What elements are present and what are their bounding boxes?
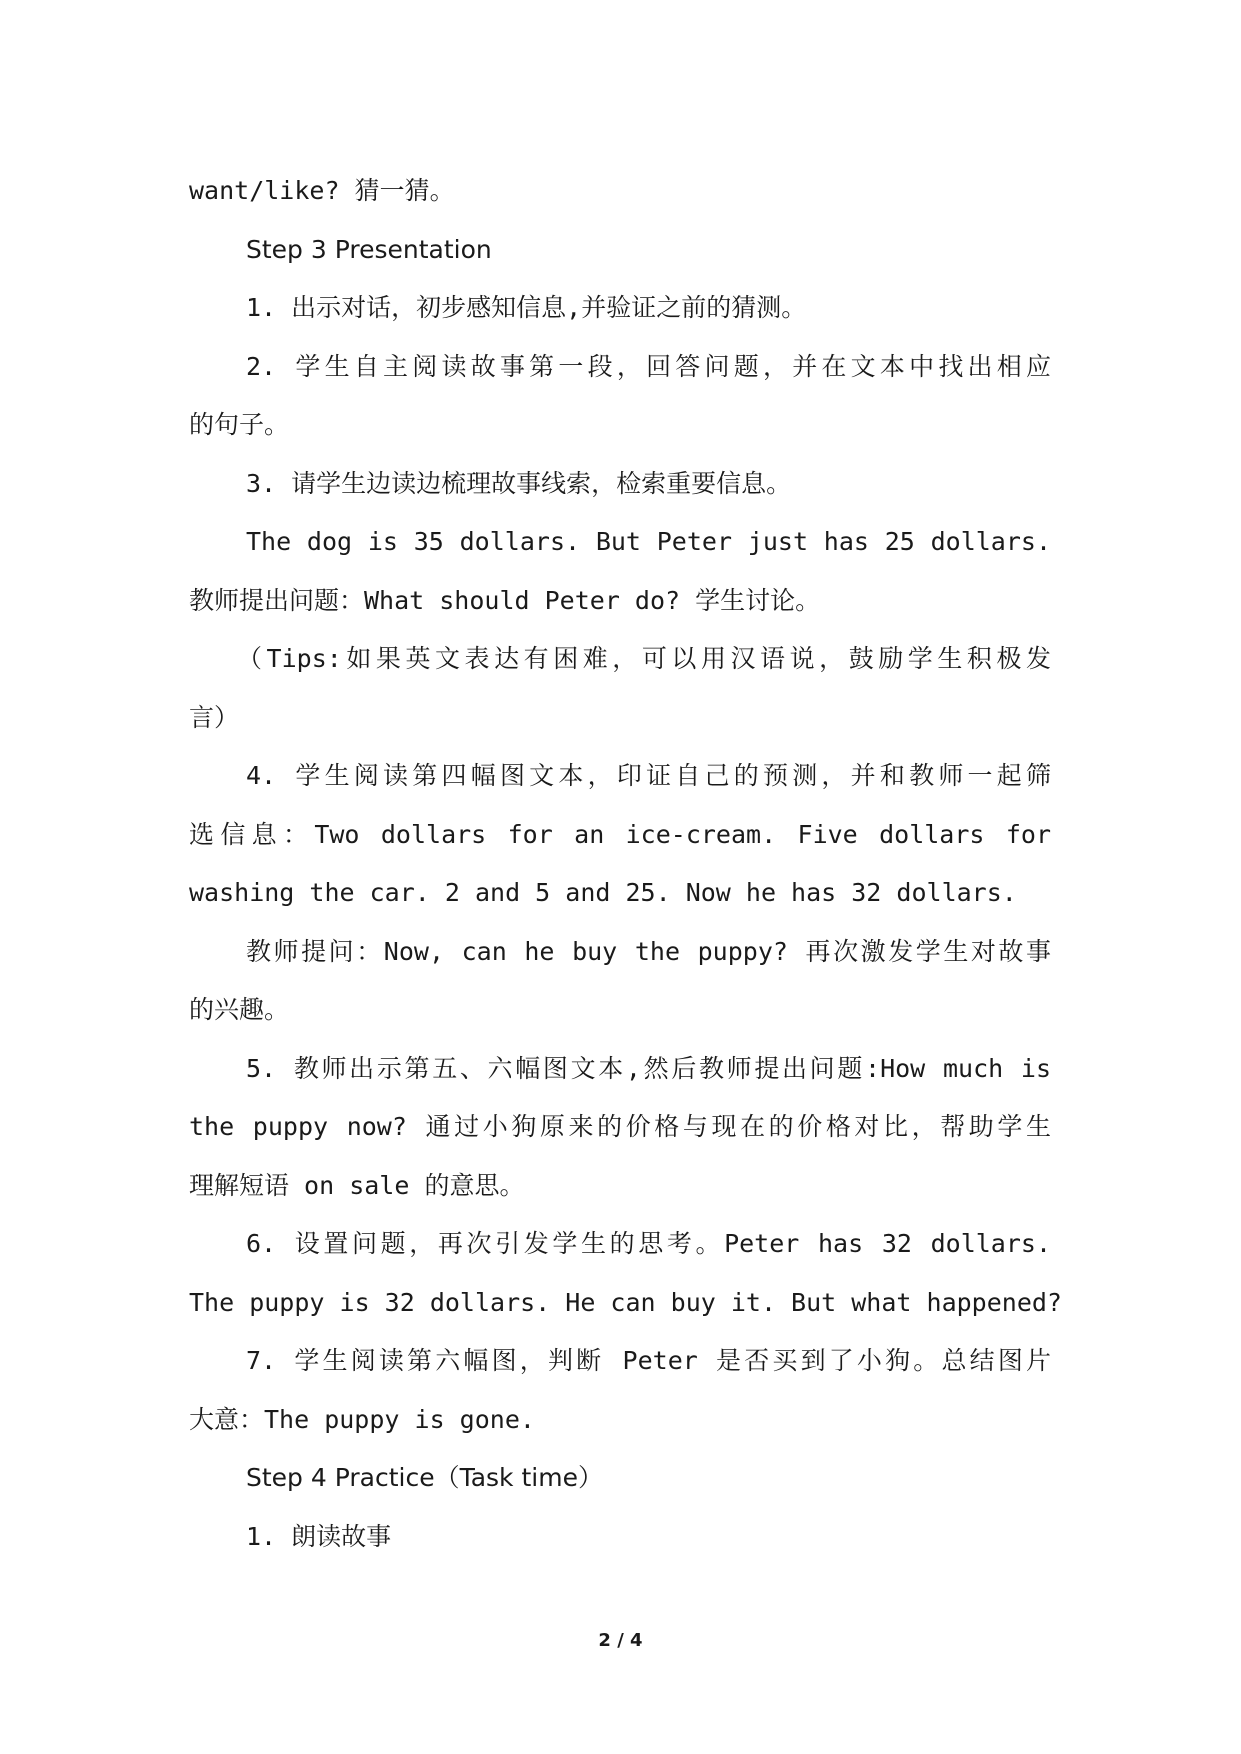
paragraph-line: 6. 设置问题，再次引发学生的思考。Peter has 32 dollars. [246,1229,1051,1258]
paragraph-line: 1. 出示对话，初步感知信息,并验证之前的猜测。 [246,293,807,322]
paragraph-line: 言） [189,702,240,732]
section-heading-step3: Step 3 Presentation [246,234,492,264]
paragraph-line: （Tips:如果英文表达有困难，可以用汉语说，鼓励学生积极发 [237,644,1051,673]
paragraph-line: 理解短语 on sale 的意思。 [189,1170,525,1200]
document-body [189,162,1062,1566]
paragraph-line: 3. 请学生边读边梳理故事线索，检索重要信息。 [246,468,792,498]
paragraph-line: The puppy is 32 dollars. He can buy it. But what happened? [189,1287,1062,1317]
paragraph-line: 教师提出问题：What should Peter do? 学生讨论。 [189,585,821,615]
paragraph-line: want/like? 猜一猜。 [189,176,455,205]
section-heading-step4: Step 4 Practice（Task time） [246,1463,603,1492]
paragraph-line: washing the car. 2 and 5 and 25. Now he has 32 dollars. [189,878,1017,907]
paragraph-line: 教师提问：Now, can he buy the puppy? 再次激发学生对故事 [246,936,1051,966]
paragraph-line: 1. 朗读故事 [246,1521,392,1551]
paragraph-line: 7. 学生阅读第六幅图，判断 Peter 是否买到了小狗。总结图片 [246,1346,1051,1375]
paragraph-line: The dog is 35 dollars. But Peter just has 25 dollars. [246,527,1051,556]
paragraph-line: 5. 教师出示第五、六幅图文本,然后教师提出问题:How much is [246,1053,1051,1083]
paragraph-line: 大意：The puppy is gone. [189,1404,535,1434]
page-number: 2 / 4 [598,1630,643,1651]
paragraph-line: 4. 学生阅读第四幅图文本，印证自己的预测，并和教师一起筛 [246,761,1051,790]
paragraph-line: 选信息：Two dollars for an ice-cream. Five dollars for [189,819,1051,849]
paragraph-line: 2. 学生自主阅读故事第一段，回答问题，并在文本中找出相应 [246,351,1051,381]
paragraph-line: 的句子。 [189,410,290,439]
paragraph-line: 的兴趣。 [189,995,290,1024]
paragraph-line: the puppy now? 通过小狗原来的价格与现在的价格对比，帮助学生 [189,1112,1051,1141]
